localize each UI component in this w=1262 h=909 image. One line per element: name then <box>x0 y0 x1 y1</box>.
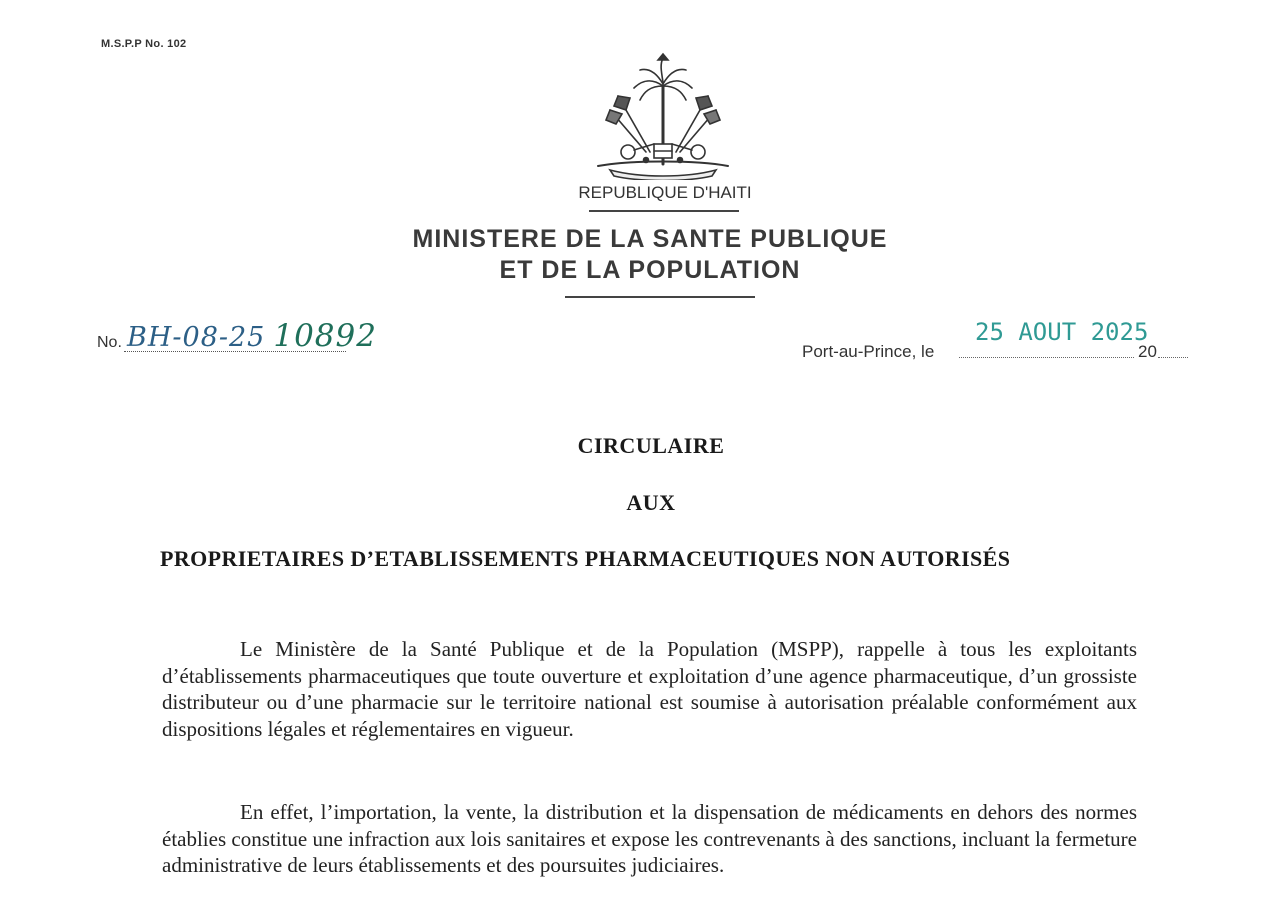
body-paragraph: En effet, l’importation, la vente, la distribution et la dispensation de médicaments en dehors des normes établies constitue une infraction aux lois sanitaires et expose les contrevenants à des sanctions, incluant la fermeture administrative de leurs établissements et des poursuites judiciaires. <box>162 800 1137 877</box>
form-number: M.S.P.P No. 102 <box>101 38 187 50</box>
document-subtitle: AUX <box>626 490 676 515</box>
reference-serial: 10892 <box>273 318 377 354</box>
header-divider-top <box>589 210 739 212</box>
body-paragraph: Le Ministère de la Santé Publique et de la Population (MSPP), rappelle à tous les exploitants d’établissements pharmaceutiques que toute ouverture et exploitation d’une agence pharmaceutique, d’un grossiste distributeur ou d’une pharmacie sur le territoire national est soumise à autorisation préalable conformément aux dispositions légales et réglementaires en vigueur. <box>162 637 1137 741</box>
reference-label: No. <box>97 334 122 351</box>
reference-number <box>97 318 427 358</box>
ministry-name-line-2: ET DE LA POPULATION <box>499 256 801 284</box>
coat-of-arms-drawing <box>590 52 736 180</box>
header-divider-bottom <box>565 296 755 298</box>
republic-name: REPUBLIQUE D'HAITI <box>578 183 752 202</box>
haiti-coat-of-arms-icon <box>590 52 736 180</box>
dateline-year-prefix: 20 <box>1138 342 1157 361</box>
dateline-dotted-line <box>959 357 1134 358</box>
dateline-place: Port-au-Prince, le <box>802 342 935 361</box>
date-stamp: 25 AOUT 2025 <box>975 318 1149 346</box>
reference-handwriting <box>127 318 377 354</box>
dateline <box>802 342 1202 366</box>
document-title: CIRCULAIRE <box>577 433 725 458</box>
ministry-name <box>330 224 970 286</box>
ministry-name-line-1: MINISTERE DE LA SANTE PUBLIQUE <box>412 225 888 253</box>
dateline-year-dots <box>1158 357 1188 358</box>
reference-prefix: BH-08-25 <box>127 322 266 353</box>
document-recipients: PROPRIETAIRES D’ETABLISSEMENTS PHARMACEUTIQUES NON AUTORISÉS <box>160 546 1011 571</box>
